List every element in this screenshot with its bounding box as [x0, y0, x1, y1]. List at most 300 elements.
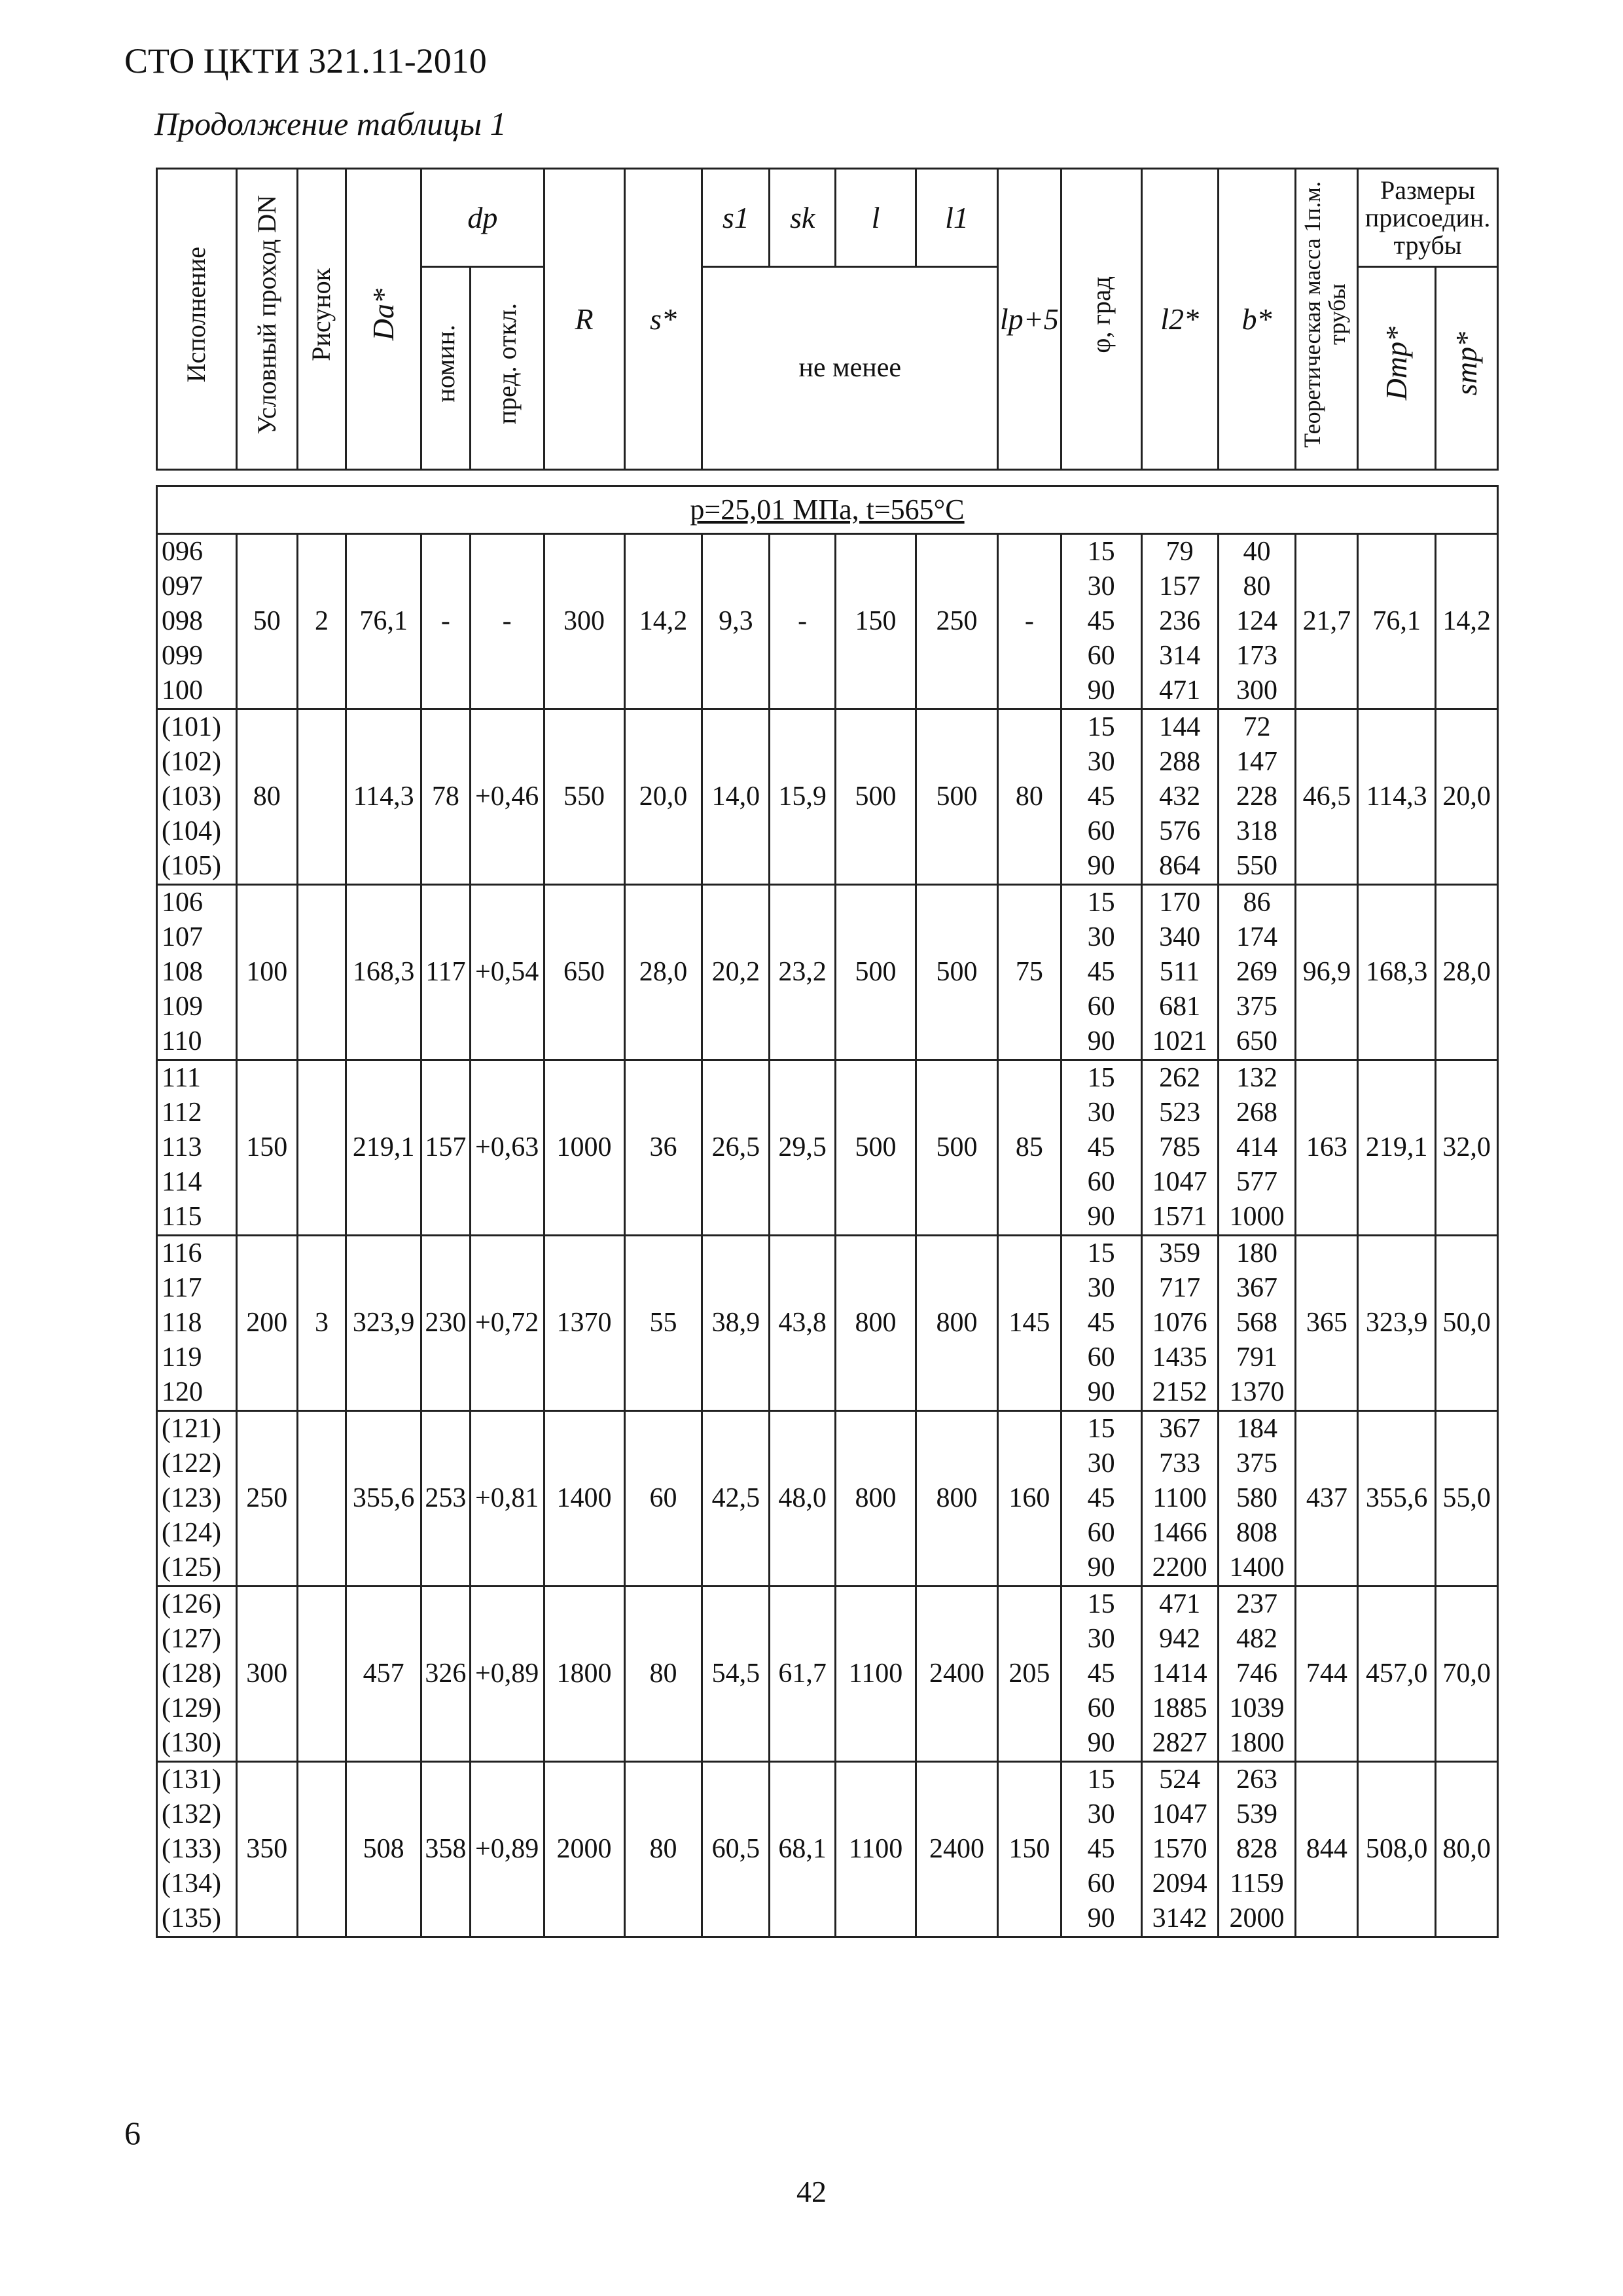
- cell-dtr: 457,0: [1358, 1587, 1436, 1762]
- cell-phi-value: 45: [1087, 1308, 1115, 1338]
- cell-pred: +0,89: [470, 1762, 544, 1937]
- cell-sk: 29,5: [770, 1060, 836, 1236]
- cell-dtr: 114,3: [1358, 709, 1436, 885]
- cell-da: 114,3: [346, 709, 421, 885]
- cell-b-value: 40: [1243, 537, 1271, 567]
- cell-l: 800: [836, 1411, 916, 1587]
- cell-l2-value: 864: [1159, 851, 1201, 881]
- cell-sk: 43,8: [770, 1236, 836, 1411]
- cell-phi-value: 90: [1087, 1377, 1115, 1407]
- cell-nom: 78: [421, 709, 471, 885]
- cell-dn: 150: [236, 1060, 297, 1236]
- cell-b-value: 72: [1243, 712, 1271, 742]
- cell-l2-value: 733: [1159, 1448, 1201, 1479]
- cell-nom: 326: [421, 1587, 471, 1762]
- cell-b-value: 375: [1236, 1448, 1278, 1479]
- cell-l2: [1141, 534, 1218, 709]
- col-ne-menee: не менее: [702, 267, 998, 470]
- cell-l2-value: 432: [1159, 781, 1201, 812]
- col-risunok: Рисунок: [297, 169, 346, 470]
- cell-lp: 85: [997, 1060, 1061, 1236]
- cell-ispolnenie-value: (102): [162, 747, 221, 777]
- cell-b-value: 237: [1236, 1589, 1278, 1619]
- cell-ispolnenie-value: 108: [162, 957, 203, 987]
- col-nomin: номин.: [421, 267, 471, 470]
- table-row: [157, 1060, 1498, 1236]
- cell-l2: [1141, 709, 1218, 885]
- cell-phi-value: 90: [1087, 1552, 1115, 1583]
- table-row: [157, 709, 1498, 885]
- cell-phi-value: 15: [1087, 888, 1115, 918]
- cell-b-value: 184: [1236, 1414, 1278, 1444]
- cell-dtr: 355,6: [1358, 1411, 1436, 1587]
- cell-dn: 350: [236, 1762, 297, 1937]
- cell-l1: 2400: [916, 1762, 997, 1937]
- cell-ispolnenie-value: 117: [162, 1273, 202, 1303]
- cell-pred: -: [470, 534, 544, 709]
- cell-b-value: 228: [1236, 781, 1278, 812]
- cell-dtr: 508,0: [1358, 1762, 1436, 1937]
- cell-str: 55,0: [1436, 1411, 1498, 1587]
- cell-fig: 3: [297, 1236, 346, 1411]
- cell-phi-value: 30: [1087, 1624, 1115, 1654]
- col-pred: пред. откл.: [470, 267, 544, 470]
- table-row: [157, 1411, 1498, 1587]
- cell-b-value: 539: [1236, 1799, 1278, 1829]
- cell-fig: [297, 709, 346, 885]
- cell-s1: 54,5: [702, 1587, 770, 1762]
- cell-b-value: 577: [1236, 1167, 1278, 1197]
- cell-b-value: 808: [1236, 1518, 1278, 1548]
- page-number-bottom: 42: [796, 2175, 827, 2208]
- cell-l2-value: 144: [1159, 712, 1201, 742]
- cell-da: 355,6: [346, 1411, 421, 1587]
- cell-l2-value: 785: [1159, 1132, 1201, 1162]
- cell-phi-value: 60: [1087, 1693, 1115, 1723]
- cell-phi-value: 45: [1087, 957, 1115, 987]
- header-separator: [157, 470, 1498, 486]
- cell-l: 1100: [836, 1587, 916, 1762]
- cell-dtr: 323,9: [1358, 1236, 1436, 1411]
- cell-b-value: 1159: [1230, 1869, 1284, 1899]
- cell-R: 650: [544, 885, 624, 1060]
- cell-s: 80: [624, 1762, 702, 1937]
- cell-l: 500: [836, 885, 916, 1060]
- cell-phi: [1061, 885, 1141, 1060]
- cell-l2-value: 1570: [1152, 1834, 1207, 1864]
- cell-ispolnenie-value: (101): [162, 712, 221, 742]
- cell-dn: 80: [236, 709, 297, 885]
- cell-dn: 200: [236, 1236, 297, 1411]
- cell-l2-value: 524: [1159, 1765, 1201, 1795]
- cell-str: 80,0: [1436, 1762, 1498, 1937]
- cell-phi-value: 45: [1087, 1483, 1115, 1513]
- cell-ispolnenie-value: (121): [162, 1414, 221, 1444]
- cell-nom: -: [421, 534, 471, 709]
- table-row: [157, 885, 1498, 1060]
- cell-l: 500: [836, 709, 916, 885]
- cell-l2-value: 1435: [1152, 1342, 1207, 1372]
- cell-da: 508: [346, 1762, 421, 1937]
- cell-lp: 145: [997, 1236, 1061, 1411]
- cell-l2-value: 262: [1159, 1063, 1201, 1093]
- cell-fig: [297, 885, 346, 1060]
- cell-b-value: 318: [1236, 816, 1278, 846]
- cell-l: 1100: [836, 1762, 916, 1937]
- cell-l2-value: 942: [1159, 1624, 1201, 1654]
- cell-s1: 60,5: [702, 1762, 770, 1937]
- cell-l: 500: [836, 1060, 916, 1236]
- cell-str: 32,0: [1436, 1060, 1498, 1236]
- cell-phi-value: 90: [1087, 851, 1115, 881]
- cell-ispolnenie-value: (122): [162, 1448, 221, 1479]
- cell-b: [1218, 1060, 1296, 1236]
- cell-l2-value: 3142: [1152, 1903, 1207, 1933]
- cell-R: 2000: [544, 1762, 624, 1937]
- cell-lp: 205: [997, 1587, 1061, 1762]
- cell-ispolnenie-value: (129): [162, 1693, 221, 1723]
- cell-ispolnenie-value: (132): [162, 1799, 221, 1829]
- col-ispolnenie: Исполнение: [157, 169, 237, 470]
- cell-da: 168,3: [346, 885, 421, 1060]
- cell-l2-value: 2827: [1152, 1728, 1207, 1758]
- cell-nom: 253: [421, 1411, 471, 1587]
- cell-sk: 68,1: [770, 1762, 836, 1937]
- cell-l: 150: [836, 534, 916, 709]
- cell-b-value: 482: [1236, 1624, 1278, 1654]
- cell-l: 800: [836, 1236, 916, 1411]
- cell-l1: 2400: [916, 1587, 997, 1762]
- cell-sk: 15,9: [770, 709, 836, 885]
- cell-l2: [1141, 1236, 1218, 1411]
- cell-ispolnenie-value: 120: [162, 1377, 203, 1407]
- cell-lp: 80: [997, 709, 1061, 885]
- cell-fig: [297, 1411, 346, 1587]
- cell-R: 1000: [544, 1060, 624, 1236]
- cell-dn: 50: [236, 534, 297, 709]
- cell-mass: 21,7: [1296, 534, 1358, 709]
- cell-l2-value: 717: [1159, 1273, 1201, 1303]
- cell-ispolnenie-value: 109: [162, 992, 203, 1022]
- cell-l2-value: 523: [1159, 1098, 1201, 1128]
- cell-R: 1800: [544, 1587, 624, 1762]
- cell-str: 20,0: [1436, 709, 1498, 885]
- cell-b-value: 746: [1236, 1659, 1278, 1689]
- cell-ispolnenie: [157, 1587, 237, 1762]
- cell-ispolnenie-value: 107: [162, 922, 203, 952]
- cell-b: [1218, 885, 1296, 1060]
- col-dp: dp: [421, 169, 544, 267]
- cell-b-value: 568: [1236, 1308, 1278, 1338]
- cell-l2-value: 471: [1159, 675, 1201, 706]
- cell-lp: -: [997, 534, 1061, 709]
- col-mass: Теоретическая масса 1п.м. трубы: [1296, 169, 1358, 470]
- cell-l2: [1141, 1762, 1218, 1937]
- cell-phi-value: 90: [1087, 1903, 1115, 1933]
- cell-phi: [1061, 709, 1141, 885]
- cell-str: 14,2: [1436, 534, 1498, 709]
- cell-mass: 744: [1296, 1587, 1358, 1762]
- col-dn: Условный проход DN: [236, 169, 297, 470]
- cell-pred: +0,46: [470, 709, 544, 885]
- cell-l2-value: 681: [1159, 992, 1201, 1022]
- cell-ispolnenie-value: 100: [162, 675, 203, 706]
- cell-phi-value: 45: [1087, 1834, 1115, 1864]
- cell-b-value: 791: [1236, 1342, 1278, 1372]
- conditions-band: p=25,01 МПа, t=565°C: [157, 486, 1498, 534]
- cell-ispolnenie-value: (124): [162, 1518, 221, 1548]
- cell-b-value: 80: [1243, 571, 1271, 601]
- cell-s1: 14,0: [702, 709, 770, 885]
- cell-ispolnenie-value: 116: [162, 1238, 202, 1268]
- cell-l2-value: 576: [1159, 816, 1201, 846]
- cell-phi-value: 15: [1087, 537, 1115, 567]
- col-lp: lp+5: [997, 169, 1061, 470]
- cell-phi-value: 60: [1087, 641, 1115, 671]
- cell-phi-value: 90: [1087, 1202, 1115, 1232]
- cell-ispolnenie-value: (123): [162, 1483, 221, 1513]
- cell-str: 70,0: [1436, 1587, 1498, 1762]
- cell-ispolnenie-value: (131): [162, 1765, 221, 1795]
- cell-ispolnenie: [157, 534, 237, 709]
- cell-mass: 46,5: [1296, 709, 1358, 885]
- cell-b-value: 86: [1243, 888, 1271, 918]
- cell-pred: +0,81: [470, 1411, 544, 1587]
- cell-l1: 250: [916, 534, 997, 709]
- cell-fig: [297, 1060, 346, 1236]
- cell-l2-value: 511: [1159, 957, 1200, 987]
- cell-ispolnenie-value: 098: [162, 606, 203, 636]
- cell-R: 550: [544, 709, 624, 885]
- cell-b-value: 180: [1236, 1238, 1278, 1268]
- col-sk: sk: [770, 169, 836, 267]
- cell-s: 55: [624, 1236, 702, 1411]
- cell-l2: [1141, 1411, 1218, 1587]
- cell-str: 50,0: [1436, 1236, 1498, 1411]
- cell-l1: 500: [916, 885, 997, 1060]
- cell-mass: 96,9: [1296, 885, 1358, 1060]
- cell-pred: +0,89: [470, 1587, 544, 1762]
- cell-l2-value: 1466: [1152, 1518, 1207, 1548]
- cell-ispolnenie-value: 112: [162, 1098, 202, 1128]
- cell-ispolnenie-value: 118: [162, 1308, 202, 1338]
- cell-ispolnenie-value: 111: [162, 1063, 201, 1093]
- col-razmery: Размеры присоедин. трубы: [1358, 169, 1498, 267]
- cell-s: 14,2: [624, 534, 702, 709]
- cell-l1: 500: [916, 1060, 997, 1236]
- cell-l2-value: 1076: [1152, 1308, 1207, 1338]
- cell-pred: +0,72: [470, 1236, 544, 1411]
- cell-phi-value: 15: [1087, 1765, 1115, 1795]
- cell-b-value: 269: [1236, 957, 1278, 987]
- document-code: СТО ЦКТИ 321.11-2010: [124, 41, 487, 81]
- cell-l2-value: 288: [1159, 747, 1201, 777]
- cell-ispolnenie-value: (133): [162, 1834, 221, 1864]
- cell-phi-value: 90: [1087, 1728, 1115, 1758]
- cell-ispolnenie-value: (104): [162, 816, 221, 846]
- cell-b-value: 173: [1236, 641, 1278, 671]
- cell-ispolnenie-value: 097: [162, 571, 203, 601]
- cell-l2-value: 1885: [1152, 1693, 1207, 1723]
- cell-phi-value: 30: [1087, 747, 1115, 777]
- cell-s: 80: [624, 1587, 702, 1762]
- table-row: [157, 1762, 1498, 1937]
- col-l1: l1: [916, 169, 997, 267]
- cell-phi-value: 15: [1087, 1238, 1115, 1268]
- cell-phi: [1061, 1762, 1141, 1937]
- cell-phi-value: 60: [1087, 1167, 1115, 1197]
- cell-nom: 230: [421, 1236, 471, 1411]
- cell-R: 1400: [544, 1411, 624, 1587]
- cell-mass: 163: [1296, 1060, 1358, 1236]
- col-R: R: [544, 169, 624, 470]
- cell-l2-value: 2152: [1152, 1377, 1207, 1407]
- cell-pred: +0,54: [470, 885, 544, 1060]
- cell-mass: 365: [1296, 1236, 1358, 1411]
- cell-phi-value: 15: [1087, 1063, 1115, 1093]
- cell-b-value: 132: [1236, 1063, 1278, 1093]
- cell-b-value: 124: [1236, 606, 1278, 636]
- cell-s1: 38,9: [702, 1236, 770, 1411]
- cell-ispolnenie-value: 115: [162, 1202, 202, 1232]
- cell-l2-value: 367: [1159, 1414, 1201, 1444]
- cell-ispolnenie-value: 106: [162, 888, 203, 918]
- cell-b: [1218, 1762, 1296, 1937]
- cell-s: 28,0: [624, 885, 702, 1060]
- cell-dtr: 219,1: [1358, 1060, 1436, 1236]
- cell-s: 36: [624, 1060, 702, 1236]
- cell-phi-value: 45: [1087, 606, 1115, 636]
- cell-phi-value: 45: [1087, 781, 1115, 812]
- cell-phi-value: 30: [1087, 1098, 1115, 1128]
- cell-mass: 844: [1296, 1762, 1358, 1937]
- cell-b: [1218, 1236, 1296, 1411]
- cell-l2-value: 157: [1159, 571, 1201, 601]
- cell-phi-value: 30: [1087, 571, 1115, 601]
- cell-lp: 160: [997, 1411, 1061, 1587]
- cell-phi-value: 45: [1087, 1132, 1115, 1162]
- cell-l2-value: 1414: [1152, 1659, 1207, 1689]
- cell-ispolnenie: [157, 1411, 237, 1587]
- cell-ispolnenie-value: (125): [162, 1552, 221, 1583]
- cell-ispolnenie-value: (130): [162, 1728, 221, 1758]
- col-l2: l2*: [1141, 169, 1218, 470]
- cell-phi: [1061, 534, 1141, 709]
- cell-fig: 2: [297, 534, 346, 709]
- col-b: b*: [1218, 169, 1296, 470]
- cell-b-value: 828: [1236, 1834, 1278, 1864]
- cell-ispolnenie-value: (134): [162, 1869, 221, 1899]
- cell-s1: 9,3: [702, 534, 770, 709]
- cell-b: [1218, 534, 1296, 709]
- cell-ispolnenie-value: 113: [162, 1132, 202, 1162]
- cell-R: 300: [544, 534, 624, 709]
- cell-ispolnenie-value: 114: [162, 1167, 202, 1197]
- cell-l2-value: 1571: [1152, 1202, 1207, 1232]
- cell-str: 28,0: [1436, 885, 1498, 1060]
- cell-b-value: 1370: [1229, 1377, 1285, 1407]
- cell-ispolnenie-value: 110: [162, 1026, 202, 1056]
- cell-lp: 75: [997, 885, 1061, 1060]
- col-phi: φ, град: [1061, 169, 1141, 470]
- cell-phi-value: 60: [1087, 1518, 1115, 1548]
- cell-phi: [1061, 1236, 1141, 1411]
- cell-ispolnenie: [157, 709, 237, 885]
- cell-b-value: 550: [1236, 851, 1278, 881]
- cell-fig: [297, 1762, 346, 1937]
- col-s: s*: [624, 169, 702, 470]
- cell-da: 457: [346, 1587, 421, 1762]
- cell-l2-value: 340: [1159, 922, 1201, 952]
- cell-dn: 100: [236, 885, 297, 1060]
- cell-b-value: 650: [1236, 1026, 1278, 1056]
- cell-phi: [1061, 1411, 1141, 1587]
- cell-s: 20,0: [624, 709, 702, 885]
- cell-b-value: 580: [1236, 1483, 1278, 1513]
- cell-da: 76,1: [346, 534, 421, 709]
- cell-b-value: 263: [1236, 1765, 1278, 1795]
- cell-b-value: 1000: [1229, 1202, 1285, 1232]
- col-dtr: Dтр*: [1358, 267, 1436, 470]
- cell-l2-value: 236: [1159, 606, 1201, 636]
- page-number-left: 6: [124, 2115, 141, 2151]
- cell-ispolnenie-value: (105): [162, 851, 221, 881]
- cell-s1: 26,5: [702, 1060, 770, 1236]
- cell-da: 323,9: [346, 1236, 421, 1411]
- cell-b-value: 367: [1236, 1273, 1278, 1303]
- table-continuation-caption: Продолжение таблицы 1: [154, 105, 507, 142]
- cell-phi-value: 30: [1087, 922, 1115, 952]
- cell-nom: 157: [421, 1060, 471, 1236]
- cell-b-value: 375: [1236, 992, 1278, 1022]
- cell-l2-value: 471: [1159, 1589, 1201, 1619]
- data-table: [156, 168, 1499, 1938]
- cell-phi-value: 90: [1087, 675, 1115, 706]
- cell-l2-value: 2200: [1152, 1552, 1207, 1583]
- cell-ispolnenie: [157, 1762, 237, 1937]
- cell-dtr: 168,3: [1358, 885, 1436, 1060]
- table-row: [157, 1236, 1498, 1411]
- cell-phi: [1061, 1587, 1141, 1762]
- cell-sk: -: [770, 534, 836, 709]
- table-row: [157, 1587, 1498, 1762]
- cell-mass: 437: [1296, 1411, 1358, 1587]
- cell-ispolnenie: [157, 1236, 237, 1411]
- cell-b-value: 268: [1236, 1098, 1278, 1128]
- cell-phi-value: 60: [1087, 1342, 1115, 1372]
- cell-phi-value: 60: [1087, 992, 1115, 1022]
- cell-b: [1218, 1587, 1296, 1762]
- cell-b-value: 1400: [1229, 1552, 1285, 1583]
- cell-ispolnenie-value: (127): [162, 1624, 221, 1654]
- cell-b-value: 2000: [1229, 1903, 1285, 1933]
- cell-nom: 117: [421, 885, 471, 1060]
- cell-ispolnenie: [157, 885, 237, 1060]
- cell-phi-value: 90: [1087, 1026, 1115, 1056]
- cell-phi-value: 15: [1087, 1589, 1115, 1619]
- cell-l2-value: 1100: [1152, 1483, 1207, 1513]
- cell-R: 1370: [544, 1236, 624, 1411]
- cell-b-value: 174: [1236, 922, 1278, 952]
- cell-pred: +0,63: [470, 1060, 544, 1236]
- cell-sk: 23,2: [770, 885, 836, 1060]
- cell-s: 60: [624, 1411, 702, 1587]
- cell-b-value: 1039: [1229, 1693, 1285, 1723]
- cell-l2: [1141, 1587, 1218, 1762]
- cell-ispolnenie-value: (126): [162, 1589, 221, 1619]
- cell-b-value: 147: [1236, 747, 1278, 777]
- cell-sk: 61,7: [770, 1587, 836, 1762]
